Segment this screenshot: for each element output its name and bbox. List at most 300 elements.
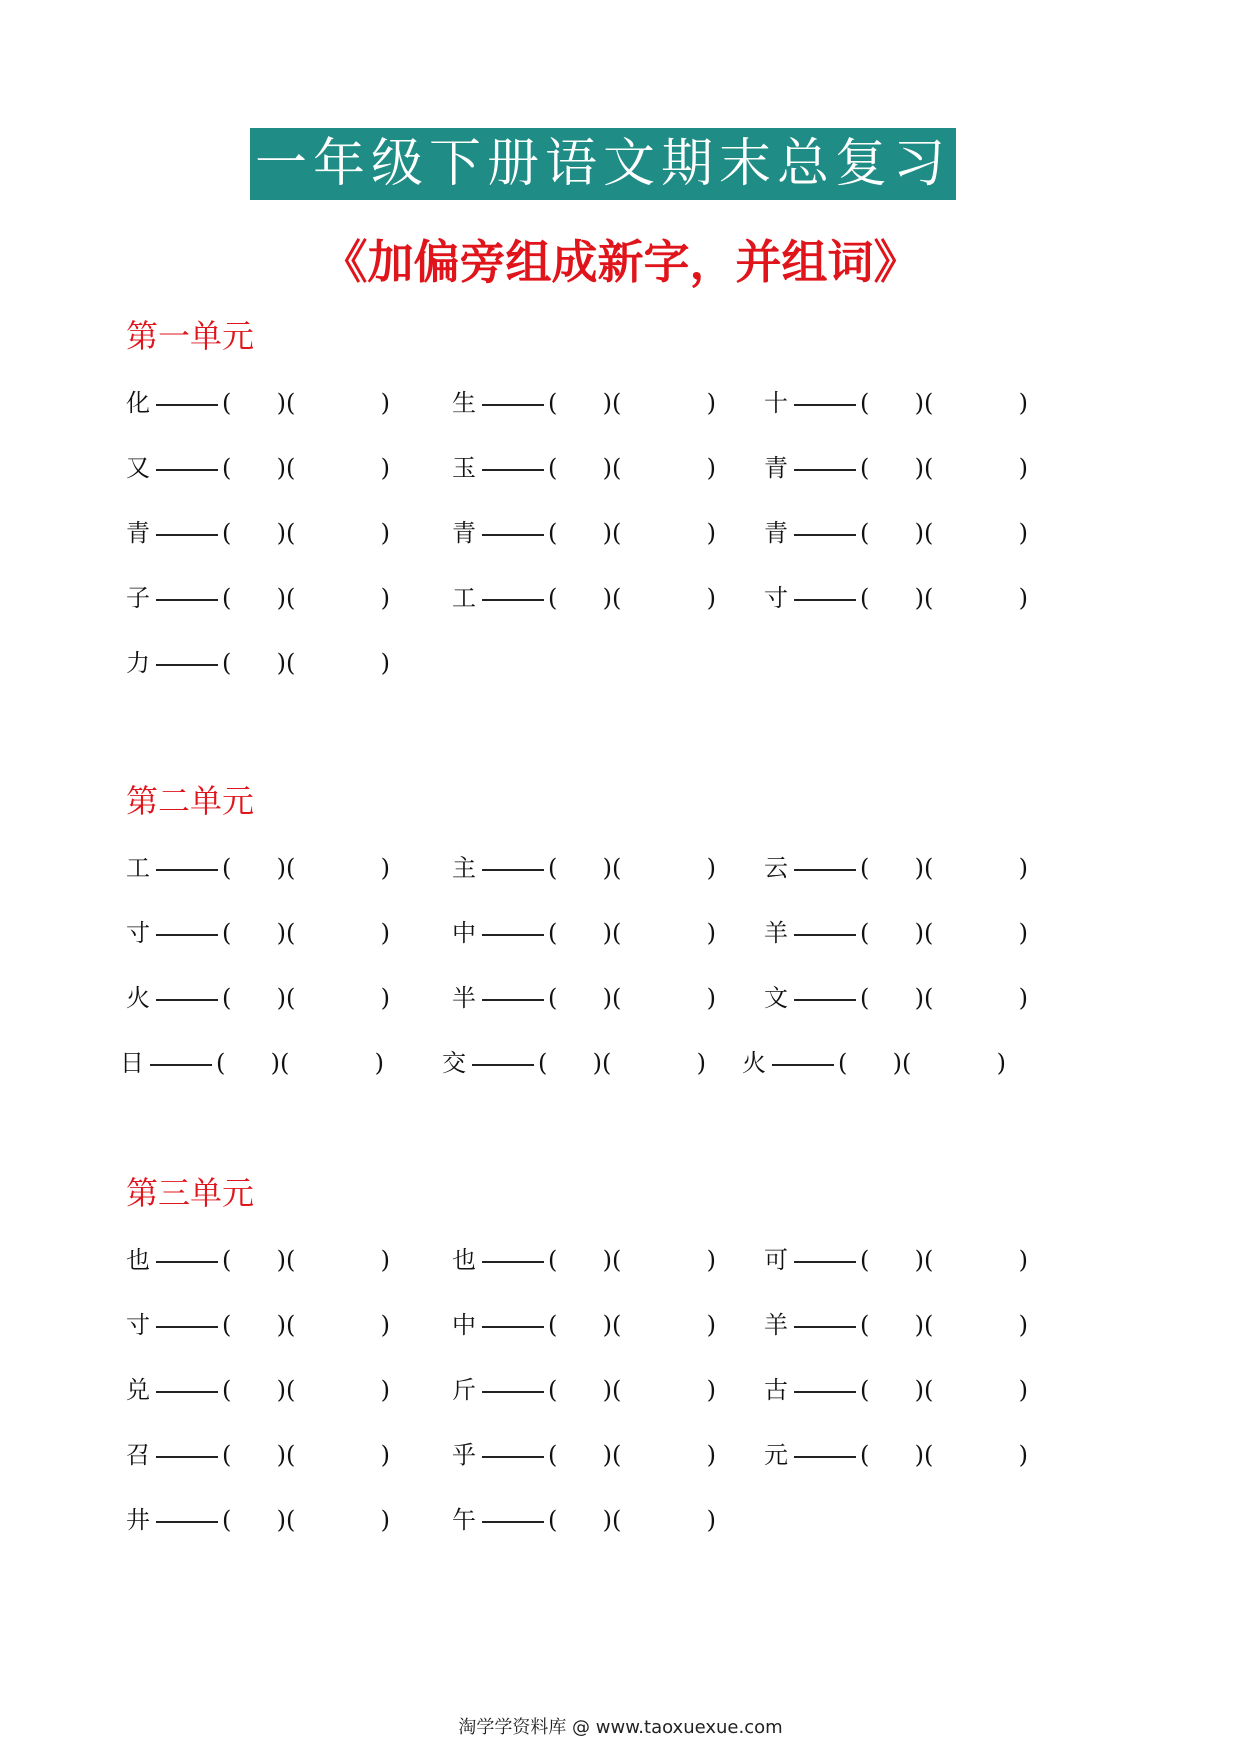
base-character: 羊 — [764, 919, 788, 947]
close-paren: ) — [914, 584, 924, 612]
close-paren: ) — [276, 854, 286, 882]
word-blank[interactable] — [286, 848, 390, 888]
word-blank[interactable] — [924, 578, 1028, 618]
dash-line — [794, 869, 856, 871]
base-character: 火 — [742, 1049, 766, 1077]
base-character: 寸 — [764, 584, 788, 612]
close-paren: ) — [380, 1506, 390, 1534]
base-character: 青 — [126, 519, 150, 547]
close-paren: ) — [380, 1246, 390, 1274]
base-character: 玉 — [452, 454, 476, 482]
base-character: 子 — [126, 584, 150, 612]
close-paren: ) — [706, 984, 716, 1012]
open-paren: ( — [286, 1506, 296, 1534]
word-blank[interactable] — [612, 1240, 716, 1280]
dash-line — [156, 999, 218, 1001]
exercise-item — [764, 848, 1028, 888]
word-blank[interactable] — [280, 1043, 384, 1083]
exercise-item — [764, 383, 1028, 423]
close-paren: ) — [380, 919, 390, 947]
dash-line — [482, 404, 544, 406]
open-paren: ( — [548, 984, 558, 1012]
open-paren: ( — [548, 1376, 558, 1404]
exercise-item — [452, 448, 716, 488]
dash-line — [472, 1064, 534, 1066]
close-paren: ) — [380, 519, 390, 547]
open-paren: ( — [222, 1441, 232, 1469]
exercise-item — [764, 913, 1028, 953]
new-character-blank[interactable] — [860, 913, 924, 953]
dash-line — [156, 664, 218, 666]
base-character: 主 — [452, 854, 476, 882]
word-blank[interactable] — [612, 513, 716, 553]
word-blank[interactable] — [612, 913, 716, 953]
word-blank[interactable] — [924, 913, 1028, 953]
open-paren: ( — [860, 389, 870, 417]
close-paren: ) — [706, 1311, 716, 1339]
close-paren: ) — [276, 519, 286, 547]
word-blank[interactable] — [612, 578, 716, 618]
exercise-item — [452, 978, 716, 1018]
close-paren: ) — [602, 584, 612, 612]
open-paren: ( — [222, 1376, 232, 1404]
exercise-item — [126, 643, 390, 683]
exercise-item — [452, 383, 716, 423]
close-paren: ) — [276, 649, 286, 677]
close-paren: ) — [276, 919, 286, 947]
word-blank[interactable] — [286, 643, 390, 683]
dash-line — [794, 1391, 856, 1393]
dash-line — [156, 469, 218, 471]
open-paren: ( — [860, 1311, 870, 1339]
exercise-item — [126, 1500, 390, 1540]
new-character-blank[interactable] — [860, 848, 924, 888]
close-paren: ) — [270, 1049, 280, 1077]
dash-line — [794, 469, 856, 471]
dash-line — [156, 1326, 218, 1328]
close-paren: ) — [602, 854, 612, 882]
word-blank[interactable] — [286, 1435, 390, 1475]
open-paren: ( — [222, 984, 232, 1012]
open-paren: ( — [612, 1246, 622, 1274]
word-blank[interactable] — [924, 1435, 1028, 1475]
base-character: 午 — [452, 1506, 476, 1534]
dash-line — [482, 1326, 544, 1328]
open-paren: ( — [860, 854, 870, 882]
dash-line — [156, 934, 218, 936]
exercise-item — [120, 1043, 384, 1083]
base-character: 也 — [452, 1246, 476, 1274]
new-character-blank[interactable] — [860, 978, 924, 1018]
base-character: 元 — [764, 1441, 788, 1469]
base-character: 可 — [764, 1246, 788, 1274]
base-character: 云 — [764, 854, 788, 882]
word-blank[interactable] — [924, 448, 1028, 488]
close-paren: ) — [380, 649, 390, 677]
close-paren: ) — [276, 984, 286, 1012]
base-character: 羊 — [764, 1311, 788, 1339]
dash-line — [156, 1456, 218, 1458]
word-blank[interactable] — [286, 383, 390, 423]
close-paren: ) — [706, 454, 716, 482]
new-character-blank[interactable] — [548, 848, 612, 888]
word-blank[interactable] — [612, 1370, 716, 1410]
base-character: 寸 — [126, 1311, 150, 1339]
dash-line — [794, 934, 856, 936]
new-character-blank[interactable] — [222, 448, 286, 488]
base-character: 中 — [452, 1311, 476, 1339]
close-paren: ) — [380, 1376, 390, 1404]
open-paren: ( — [280, 1049, 290, 1077]
word-blank[interactable] — [286, 1500, 390, 1540]
word-blank[interactable] — [286, 913, 390, 953]
new-character-blank[interactable] — [860, 1370, 924, 1410]
exercise-item — [126, 1240, 390, 1280]
word-blank[interactable] — [612, 1305, 716, 1345]
base-character: 力 — [126, 649, 150, 677]
open-paren: ( — [222, 519, 232, 547]
dash-line — [794, 404, 856, 406]
open-paren: ( — [286, 854, 296, 882]
close-paren: ) — [276, 584, 286, 612]
dash-line — [482, 869, 544, 871]
unit-heading: 第一单元 — [126, 317, 255, 355]
word-blank[interactable] — [286, 578, 390, 618]
exercise-item — [742, 1043, 1006, 1083]
new-character-blank[interactable] — [216, 1043, 280, 1083]
base-character: 井 — [126, 1506, 150, 1534]
new-character-blank[interactable] — [860, 1305, 924, 1345]
base-character: 青 — [764, 519, 788, 547]
close-paren: ) — [1018, 1311, 1028, 1339]
new-character-blank[interactable] — [838, 1043, 902, 1083]
exercise-item — [764, 1240, 1028, 1280]
dash-line — [156, 1261, 218, 1263]
dash-line — [482, 1521, 544, 1523]
base-character: 青 — [452, 519, 476, 547]
exercise-item — [126, 1435, 390, 1475]
open-paren: ( — [286, 919, 296, 947]
close-paren: ) — [914, 519, 924, 547]
open-paren: ( — [286, 984, 296, 1012]
exercise-item — [764, 1435, 1028, 1475]
new-character-blank[interactable] — [222, 1435, 286, 1475]
word-blank[interactable] — [286, 978, 390, 1018]
dash-line — [482, 534, 544, 536]
word-blank[interactable] — [612, 848, 716, 888]
new-character-blank[interactable] — [222, 978, 286, 1018]
open-paren: ( — [924, 1376, 934, 1404]
close-paren: ) — [1018, 919, 1028, 947]
base-character: 生 — [452, 389, 476, 417]
word-blank[interactable] — [924, 1370, 1028, 1410]
open-paren: ( — [222, 854, 232, 882]
exercise-item — [126, 1305, 390, 1345]
new-character-blank[interactable] — [222, 1370, 286, 1410]
base-character: 乎 — [452, 1441, 476, 1469]
word-blank[interactable] — [924, 1240, 1028, 1280]
open-paren: ( — [924, 389, 934, 417]
open-paren: ( — [548, 519, 558, 547]
open-paren: ( — [222, 649, 232, 677]
new-character-blank[interactable] — [548, 448, 612, 488]
new-character-blank[interactable] — [222, 513, 286, 553]
exercise-item — [126, 913, 390, 953]
word-blank[interactable] — [286, 1370, 390, 1410]
base-character: 中 — [452, 919, 476, 947]
close-paren: ) — [602, 1376, 612, 1404]
open-paren: ( — [222, 1506, 232, 1534]
new-character-blank[interactable] — [548, 383, 612, 423]
base-character: 青 — [764, 454, 788, 482]
close-paren: ) — [602, 1506, 612, 1534]
new-character-blank[interactable] — [222, 848, 286, 888]
close-paren: ) — [380, 984, 390, 1012]
exercise-item — [764, 578, 1028, 618]
new-character-blank[interactable] — [548, 1370, 612, 1410]
new-character-blank[interactable] — [222, 578, 286, 618]
word-blank[interactable] — [924, 513, 1028, 553]
close-paren: ) — [706, 854, 716, 882]
close-paren: ) — [996, 1049, 1006, 1077]
word-blank[interactable] — [924, 383, 1028, 423]
open-paren: ( — [860, 584, 870, 612]
new-character-blank[interactable] — [548, 513, 612, 553]
close-paren: ) — [1018, 389, 1028, 417]
close-paren: ) — [276, 389, 286, 417]
word-blank[interactable] — [286, 448, 390, 488]
open-paren: ( — [860, 919, 870, 947]
open-paren: ( — [286, 1441, 296, 1469]
open-paren: ( — [612, 1441, 622, 1469]
dash-line — [156, 869, 218, 871]
dash-line — [482, 1261, 544, 1263]
close-paren: ) — [1018, 854, 1028, 882]
open-paren: ( — [222, 1311, 232, 1339]
open-paren: ( — [548, 1246, 558, 1274]
open-paren: ( — [286, 584, 296, 612]
close-paren: ) — [1018, 584, 1028, 612]
word-blank[interactable] — [612, 978, 716, 1018]
exercise-item — [452, 1370, 716, 1410]
base-character: 日 — [120, 1049, 144, 1077]
open-paren: ( — [548, 389, 558, 417]
dash-line — [482, 999, 544, 1001]
new-character-blank[interactable] — [222, 913, 286, 953]
dash-line — [156, 599, 218, 601]
close-paren: ) — [374, 1049, 384, 1077]
open-paren: ( — [216, 1049, 226, 1077]
dash-line — [156, 404, 218, 406]
close-paren: ) — [706, 1246, 716, 1274]
close-paren: ) — [276, 1376, 286, 1404]
close-paren: ) — [276, 1506, 286, 1534]
close-paren: ) — [1018, 454, 1028, 482]
new-character-blank[interactable] — [548, 913, 612, 953]
unit-heading: 第二单元 — [126, 782, 255, 820]
open-paren: ( — [860, 1246, 870, 1274]
close-paren: ) — [914, 1311, 924, 1339]
open-paren: ( — [286, 1246, 296, 1274]
new-character-blank[interactable] — [548, 978, 612, 1018]
open-paren: ( — [548, 584, 558, 612]
open-paren: ( — [286, 389, 296, 417]
word-blank[interactable] — [612, 383, 716, 423]
word-blank[interactable] — [286, 513, 390, 553]
base-character: 又 — [126, 454, 150, 482]
dash-line — [150, 1064, 212, 1066]
word-blank[interactable] — [902, 1043, 1006, 1083]
word-blank[interactable] — [924, 1305, 1028, 1345]
open-paren: ( — [548, 1311, 558, 1339]
close-paren: ) — [592, 1049, 602, 1077]
new-character-blank[interactable] — [222, 1305, 286, 1345]
open-paren: ( — [612, 854, 622, 882]
open-paren: ( — [548, 854, 558, 882]
new-character-blank[interactable] — [860, 383, 924, 423]
close-paren: ) — [696, 1049, 706, 1077]
dash-line — [482, 1456, 544, 1458]
open-paren: ( — [548, 919, 558, 947]
close-paren: ) — [914, 1376, 924, 1404]
open-paren: ( — [286, 1376, 296, 1404]
base-character: 也 — [126, 1246, 150, 1274]
open-paren: ( — [222, 454, 232, 482]
new-character-blank[interactable] — [860, 448, 924, 488]
open-paren: ( — [286, 519, 296, 547]
new-character-blank[interactable] — [860, 1240, 924, 1280]
dash-line — [794, 599, 856, 601]
base-character: 交 — [442, 1049, 466, 1077]
close-paren: ) — [706, 519, 716, 547]
base-character: 火 — [126, 984, 150, 1012]
exercise-item — [126, 1370, 390, 1410]
dash-line — [156, 1391, 218, 1393]
close-paren: ) — [914, 389, 924, 417]
new-character-blank[interactable] — [548, 1305, 612, 1345]
exercise-item — [764, 978, 1028, 1018]
new-character-blank[interactable] — [548, 1240, 612, 1280]
open-paren: ( — [838, 1049, 848, 1077]
base-character: 寸 — [126, 919, 150, 947]
unit-heading: 第三单元 — [126, 1174, 255, 1212]
dash-line — [482, 469, 544, 471]
dash-line — [156, 534, 218, 536]
close-paren: ) — [602, 919, 612, 947]
open-paren: ( — [924, 1246, 934, 1274]
exercise-item — [764, 1305, 1028, 1345]
new-character-blank[interactable] — [538, 1043, 602, 1083]
base-character: 召 — [126, 1441, 150, 1469]
new-character-blank[interactable] — [548, 1500, 612, 1540]
open-paren: ( — [222, 1246, 232, 1274]
new-character-blank[interactable] — [548, 578, 612, 618]
new-character-blank[interactable] — [222, 383, 286, 423]
open-paren: ( — [924, 1441, 934, 1469]
exercise-item — [126, 383, 390, 423]
exercise-item — [452, 848, 716, 888]
word-blank[interactable] — [924, 848, 1028, 888]
open-paren: ( — [924, 454, 934, 482]
exercise-item — [442, 1043, 706, 1083]
open-paren: ( — [612, 584, 622, 612]
exercise-item — [452, 1240, 716, 1280]
close-paren: ) — [914, 854, 924, 882]
word-blank[interactable] — [602, 1043, 706, 1083]
close-paren: ) — [380, 1441, 390, 1469]
close-paren: ) — [602, 984, 612, 1012]
close-paren: ) — [706, 1441, 716, 1469]
open-paren: ( — [860, 454, 870, 482]
word-blank[interactable] — [286, 1305, 390, 1345]
base-character: 半 — [452, 984, 476, 1012]
close-paren: ) — [276, 454, 286, 482]
open-paren: ( — [222, 919, 232, 947]
exercise-item — [764, 448, 1028, 488]
dash-line — [794, 534, 856, 536]
word-blank[interactable] — [612, 1435, 716, 1475]
new-character-blank[interactable] — [222, 1240, 286, 1280]
exercise-item — [452, 1305, 716, 1345]
close-paren: ) — [1018, 1376, 1028, 1404]
open-paren: ( — [612, 519, 622, 547]
open-paren: ( — [222, 584, 232, 612]
close-paren: ) — [380, 584, 390, 612]
exercise-item — [126, 448, 390, 488]
open-paren: ( — [612, 919, 622, 947]
open-paren: ( — [924, 854, 934, 882]
new-character-blank[interactable] — [860, 1435, 924, 1475]
open-paren: ( — [902, 1049, 912, 1077]
new-character-blank[interactable] — [860, 578, 924, 618]
close-paren: ) — [602, 519, 612, 547]
base-character: 工 — [126, 854, 150, 882]
close-paren: ) — [380, 854, 390, 882]
open-paren: ( — [860, 1376, 870, 1404]
open-paren: ( — [924, 584, 934, 612]
open-paren: ( — [860, 1441, 870, 1469]
close-paren: ) — [914, 454, 924, 482]
new-character-blank[interactable] — [222, 643, 286, 683]
base-character: 化 — [126, 389, 150, 417]
word-blank[interactable] — [612, 1500, 716, 1540]
exercise-item — [126, 848, 390, 888]
close-paren: ) — [914, 1246, 924, 1274]
exercise-item — [452, 1500, 716, 1540]
word-blank[interactable] — [612, 448, 716, 488]
new-character-blank[interactable] — [548, 1435, 612, 1475]
word-blank[interactable] — [924, 978, 1028, 1018]
base-character: 文 — [764, 984, 788, 1012]
open-paren: ( — [548, 1441, 558, 1469]
open-paren: ( — [538, 1049, 548, 1077]
open-paren: ( — [222, 389, 232, 417]
exercise-item — [764, 1370, 1028, 1410]
open-paren: ( — [612, 1506, 622, 1534]
open-paren: ( — [860, 519, 870, 547]
close-paren: ) — [602, 389, 612, 417]
open-paren: ( — [924, 984, 934, 1012]
exercise-item — [452, 1435, 716, 1475]
close-paren: ) — [706, 1376, 716, 1404]
word-blank[interactable] — [286, 1240, 390, 1280]
page-title: 一年级下册语文期末总复习 — [250, 128, 956, 200]
close-paren: ) — [706, 1506, 716, 1534]
new-character-blank[interactable] — [222, 1500, 286, 1540]
exercise-item — [126, 513, 390, 553]
open-paren: ( — [612, 984, 622, 1012]
new-character-blank[interactable] — [860, 513, 924, 553]
